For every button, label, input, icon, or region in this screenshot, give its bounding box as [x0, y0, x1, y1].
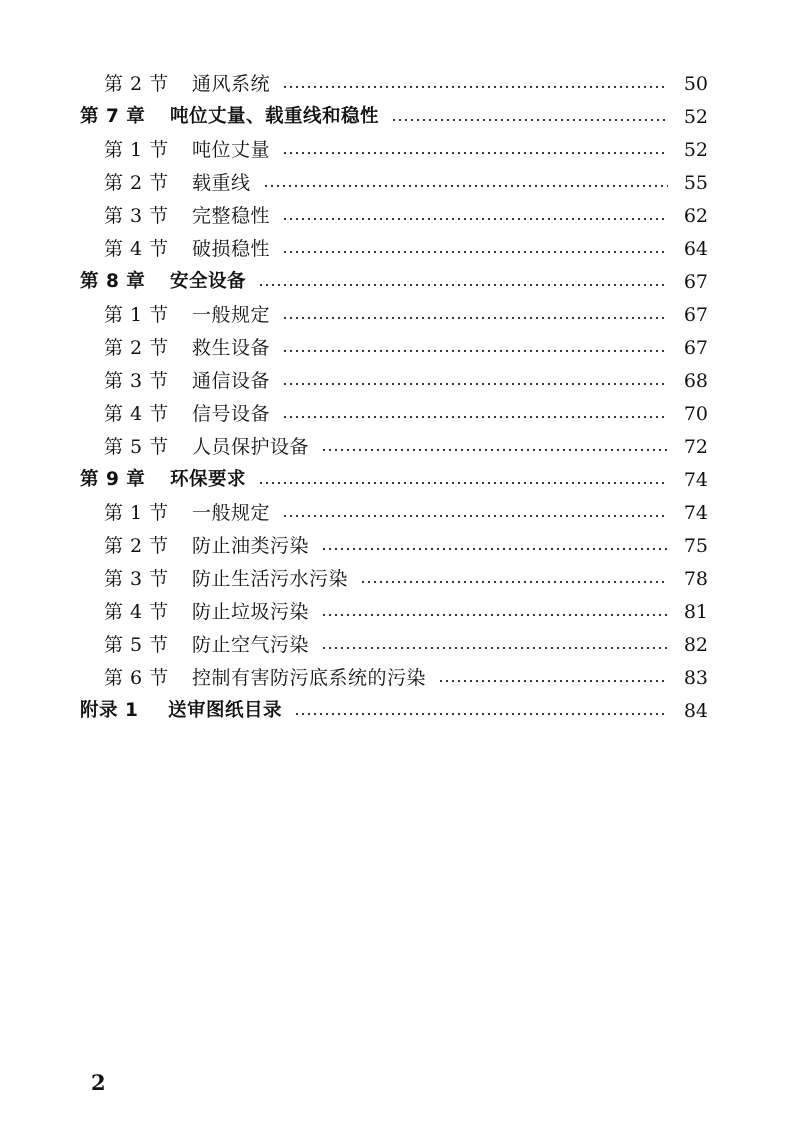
- toc-section-entry[interactable]: [0, 398, 790, 431]
- toc-entry-number: 第 1 节: [104, 304, 169, 326]
- toc-entry-page: 75: [683, 535, 708, 557]
- toc-entry-page: 55: [683, 172, 708, 194]
- toc-entry-label: [104, 75, 270, 94]
- toc-entry-title: 安全设备: [170, 271, 247, 293]
- toc-entry-label: [104, 141, 270, 160]
- toc-entry-number: 第 7 章: [80, 106, 146, 128]
- toc-entry-label: [80, 108, 379, 127]
- dot-leader: [360, 575, 668, 585]
- toc-section-entry[interactable]: [0, 530, 790, 563]
- dot-leader: [282, 311, 668, 321]
- toc-section-entry[interactable]: [0, 431, 790, 464]
- toc-entry-title: 载重线: [192, 172, 251, 194]
- toc-chapter-entry[interactable]: [0, 695, 790, 728]
- dot-leader: [282, 80, 668, 90]
- toc-chapter-entry[interactable]: [0, 464, 790, 497]
- dot-leader: [258, 476, 668, 486]
- toc-entry-number: 第 3 节: [104, 568, 169, 590]
- toc-section-entry[interactable]: [0, 299, 790, 332]
- dot-leader: [321, 542, 668, 552]
- toc-section-entry[interactable]: [0, 167, 790, 200]
- dot-leader: [282, 509, 668, 519]
- toc-entry-title: 通风系统: [192, 73, 271, 95]
- toc-entry-page: 72: [683, 436, 708, 458]
- toc-chapter-entry[interactable]: [0, 101, 790, 134]
- toc-entry-page: 50: [683, 73, 708, 95]
- toc-entry-number: 第 4 节: [104, 238, 169, 260]
- toc-entry-label: [80, 273, 246, 292]
- toc-entry-label: [104, 636, 309, 655]
- toc-entry-page: 82: [683, 634, 708, 656]
- toc-entry-number: 第 3 节: [104, 205, 169, 227]
- dot-leader: [282, 410, 668, 420]
- toc-entry-title: 吨位丈量、载重线和稳性: [170, 106, 380, 128]
- toc-entry-title: 破损稳性: [192, 238, 271, 260]
- dot-leader: [321, 443, 668, 453]
- toc-entry-page: 52: [683, 106, 708, 128]
- toc-entry-page: 67: [683, 271, 708, 293]
- toc-entry-title: 防止空气污染: [192, 634, 310, 656]
- toc-entry-label: [104, 504, 270, 523]
- toc-chapter-entry[interactable]: [0, 266, 790, 299]
- toc-section-entry[interactable]: [0, 233, 790, 266]
- toc-section-entry[interactable]: [0, 497, 790, 530]
- toc-entry-title: 通信设备: [192, 370, 271, 392]
- toc-entry-page: 67: [683, 304, 708, 326]
- toc-entry-label: [104, 306, 270, 325]
- page-number: 2: [91, 1070, 106, 1095]
- dot-leader: [282, 344, 668, 354]
- toc-entry-label: [104, 174, 251, 193]
- toc-entry-page: 68: [683, 370, 708, 392]
- dot-leader: [321, 641, 668, 651]
- toc-entry-label: [104, 603, 309, 622]
- toc-entry-number: 第 5 节: [104, 436, 169, 458]
- table-of-contents: [0, 68, 790, 728]
- toc-entry-label: [104, 438, 309, 457]
- toc-entry-number: 第 4 节: [104, 403, 169, 425]
- dot-leader: [282, 377, 668, 387]
- toc-entry-label: [104, 537, 309, 556]
- dot-leader: [321, 608, 668, 618]
- toc-entry-title: 救生设备: [192, 337, 271, 359]
- toc-entry-number: 第 3 节: [104, 370, 169, 392]
- toc-entry-label: [104, 405, 270, 424]
- toc-section-entry[interactable]: [0, 365, 790, 398]
- toc-entry-page: 62: [683, 205, 708, 227]
- toc-section-entry[interactable]: [0, 68, 790, 101]
- toc-entry-title: 一般规定: [192, 304, 271, 326]
- toc-section-entry[interactable]: [0, 596, 790, 629]
- toc-entry-title: 防止生活污水污染: [192, 568, 349, 590]
- toc-entry-number: 第 2 节: [104, 172, 169, 194]
- toc-entry-label: [104, 240, 270, 259]
- toc-entry-page: 78: [683, 568, 708, 590]
- toc-entry-page: 70: [683, 403, 708, 425]
- toc-entry-title: 完整稳性: [192, 205, 271, 227]
- toc-section-entry[interactable]: [0, 662, 790, 695]
- toc-entry-page: 83: [683, 667, 708, 689]
- toc-entry-label: [104, 570, 348, 589]
- toc-entry-number: 第 2 节: [104, 73, 169, 95]
- dot-leader: [391, 113, 668, 123]
- dot-leader: [282, 245, 668, 255]
- toc-entry-title: 防止垃圾污染: [192, 601, 310, 623]
- toc-entry-title: 控制有害防污底系统的污染: [192, 667, 427, 689]
- toc-entry-label: [104, 207, 270, 226]
- toc-entry-number: 第 6 节: [104, 667, 169, 689]
- toc-entry-page: 74: [683, 502, 708, 524]
- toc-entry-title: 防止油类污染: [192, 535, 310, 557]
- toc-entry-number: 第 1 节: [104, 502, 169, 524]
- toc-entry-page: 74: [683, 469, 708, 491]
- toc-entry-title: 环保要求: [170, 469, 247, 491]
- toc-entry-number: 第 8 章: [80, 271, 146, 293]
- toc-entry-title: 信号设备: [192, 403, 271, 425]
- dot-leader: [263, 179, 668, 189]
- toc-entry-title: 送审图纸目录: [168, 700, 283, 722]
- toc-section-entry[interactable]: [0, 200, 790, 233]
- toc-entry-number: 第 2 节: [104, 535, 169, 557]
- toc-entry-title: 吨位丈量: [192, 139, 271, 161]
- dot-leader: [438, 674, 668, 684]
- dot-leader: [282, 146, 668, 156]
- toc-section-entry[interactable]: [0, 332, 790, 365]
- toc-entry-label: [104, 669, 426, 688]
- dot-leader: [282, 212, 668, 222]
- toc-entry-title: 一般规定: [192, 502, 271, 524]
- toc-section-entry[interactable]: [0, 629, 790, 662]
- toc-entry-number: 第 1 节: [104, 139, 169, 161]
- toc-entry-label: [80, 702, 282, 721]
- toc-entry-page: 67: [683, 337, 708, 359]
- toc-entry-number: 第 9 章: [80, 469, 146, 491]
- toc-entry-label: [80, 471, 246, 490]
- toc-entry-label: [104, 372, 270, 391]
- toc-entry-page: 84: [683, 700, 708, 722]
- dot-leader: [258, 278, 668, 288]
- toc-entry-page: 52: [683, 139, 708, 161]
- dot-leader: [294, 707, 668, 717]
- toc-section-entry[interactable]: [0, 134, 790, 167]
- toc-entry-page: 81: [683, 601, 708, 623]
- toc-entry-number: 第 2 节: [104, 337, 169, 359]
- toc-entry-number: 第 5 节: [104, 634, 169, 656]
- toc-entry-number: 附录 1: [80, 700, 139, 722]
- toc-entry-label: [104, 339, 270, 358]
- toc-entry-title: 人员保护设备: [192, 436, 310, 458]
- toc-entry-number: 第 4 节: [104, 601, 169, 623]
- toc-entry-page: 64: [683, 238, 708, 260]
- toc-section-entry[interactable]: [0, 563, 790, 596]
